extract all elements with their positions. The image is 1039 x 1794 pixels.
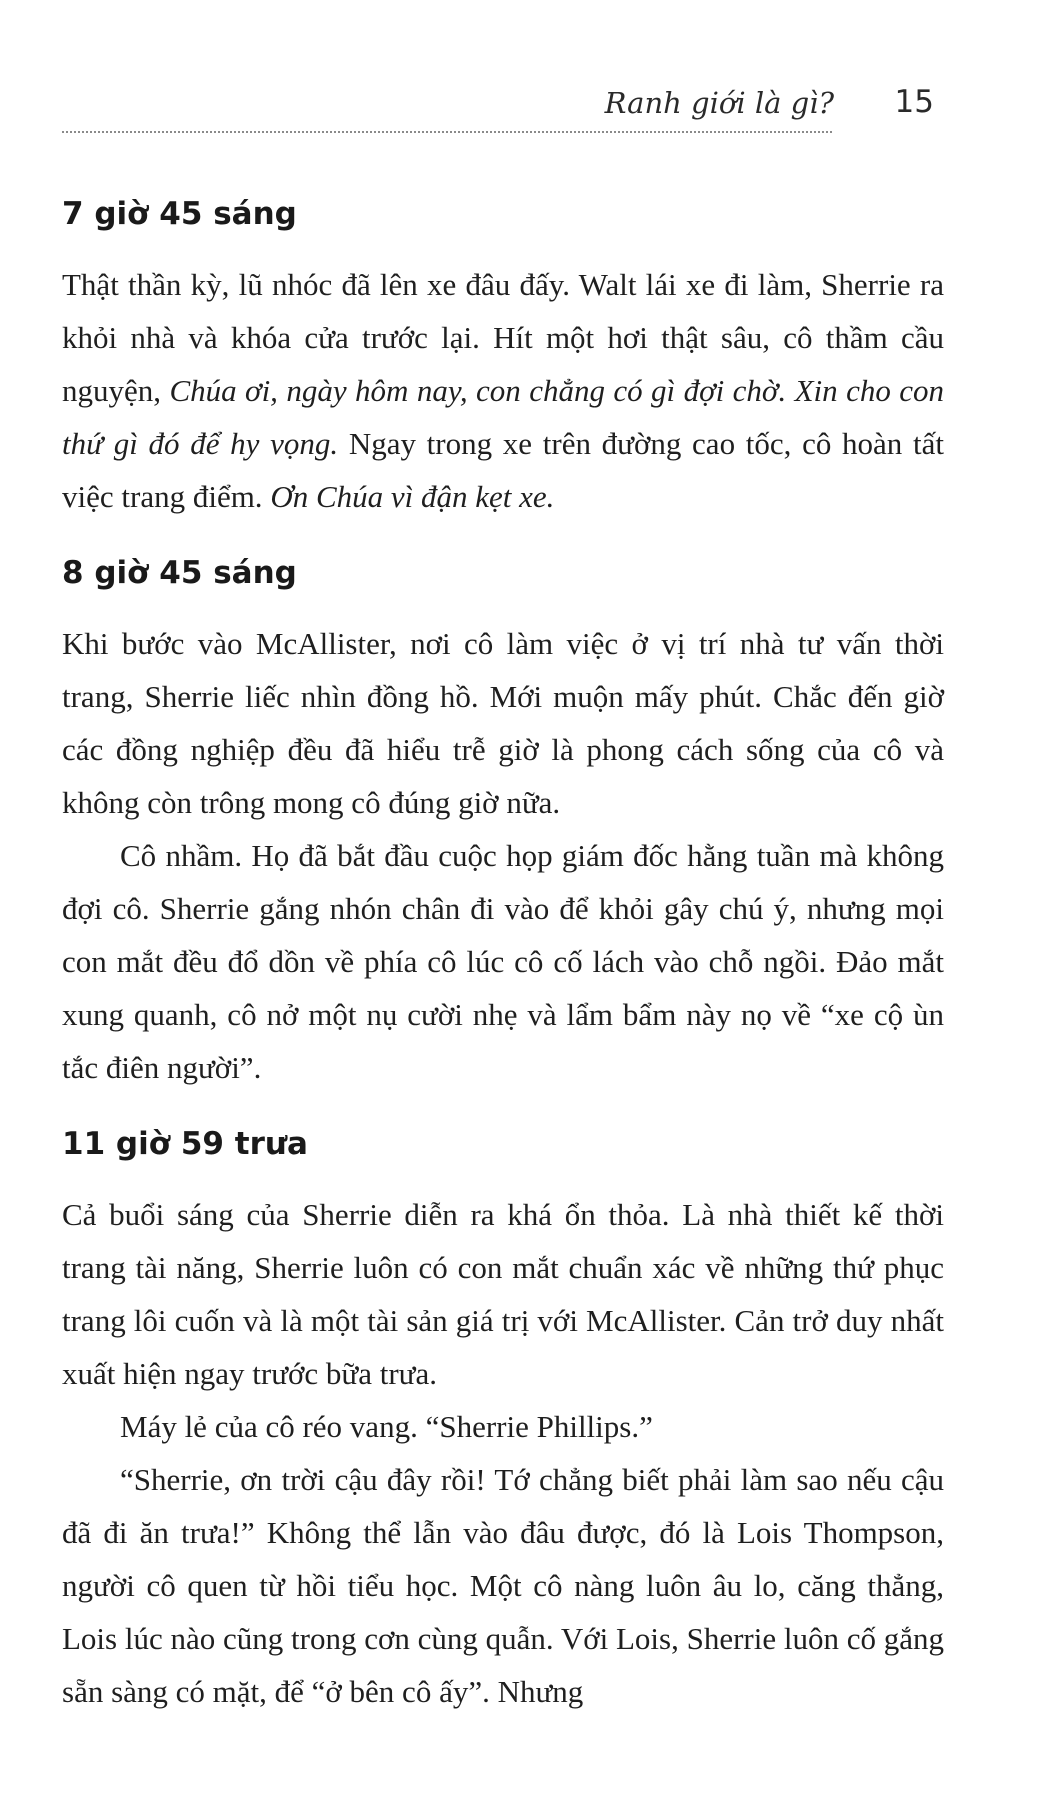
section-7-45 [62, 190, 944, 523]
section-heading: 7 giờ 45 sáng [62, 196, 297, 232]
section-11-59 [62, 1120, 944, 1718]
italic-prayer: Chúa ơi, ngày hôm nay, con chẳng có gì đợi chờ. Xin cho con thứ gì đó để hy vọng. [62, 373, 945, 461]
running-title: Ranh giới là gì? [604, 86, 834, 120]
text-run: Thật thần kỳ, lũ nhóc đã lên xe đâu đấy. Walt lái xe đi làm, Sherrie ra khỏi nhà và khóa cửa trước lại. Hít một hơi thật sâu, cô thầm cầu nguyện, [62, 267, 944, 408]
header-divider [62, 131, 832, 133]
paragraph: “Sherrie, ơn trời cậu đây rồi! Tớ chẳng biết phải làm sao nếu cậu đã đi ăn trưa!” Không thể lẫn vào đâu được, đó là Lois Thompson, người cô quen từ hồi tiểu học. Một cô nàng luôn âu lo, căng thẳng, Lois lúc nào cũng trong cơn cùng quẫn. Với Lois, Sherrie luôn cố gắng sẵn sàng có mặt, để “ở bên cô ấy”. Nhưng [62, 1462, 944, 1709]
section-8-45 [62, 549, 944, 1094]
italic-thanks: Ơn Chúa vì đận kẹt xe. [270, 479, 555, 514]
page-number: 15 [894, 84, 934, 120]
paragraph: Cả buổi sáng của Sherrie diễn ra khá ổn thỏa. Là nhà thiết kế thời trang tài năng, Sherrie luôn có con mắt chuẩn xác về những thứ phục trang lôi cuốn và là một tài sản giá trị với McAllister. Cản trở duy nhất xuất hiện ngay trước bữa trưa. [62, 1197, 944, 1391]
paragraph [62, 258, 944, 523]
text-run: Ngay trong xe trên đường cao tốc, cô hoàn tất việc trang điểm. [62, 426, 944, 514]
body-text [62, 190, 944, 1744]
paragraph: Máy lẻ của cô réo vang. “Sherrie Phillips.” [120, 1409, 653, 1444]
paragraph: Cô nhầm. Họ đã bắt đầu cuộc họp giám đốc hằng tuần mà không đợi cô. Sherrie gắng nhón chân đi vào để khỏi gây chú ý, nhưng mọi con mắt đều đổ dồn về phía cô lúc cô cố lách vào chỗ ngồi. Đảo mắt xung quanh, cô nở một nụ cười nhẹ và lẩm bẩm này nọ về “xe cộ ùn tắc điên người”. [62, 838, 944, 1085]
section-heading: 8 giờ 45 sáng [62, 555, 297, 591]
paragraph: Khi bước vào McAllister, nơi cô làm việc ở vị trí nhà tư vấn thời trang, Sherrie liếc nhìn đồng hồ. Mới muộn mấy phút. Chắc đến giờ các đồng nghiệp đều đã hiểu trễ giờ là phong cách sống của cô và không còn trông mong cô đúng giờ nữa. [62, 626, 944, 820]
section-heading: 11 giờ 59 trưa [62, 1126, 308, 1162]
running-header [62, 86, 942, 134]
